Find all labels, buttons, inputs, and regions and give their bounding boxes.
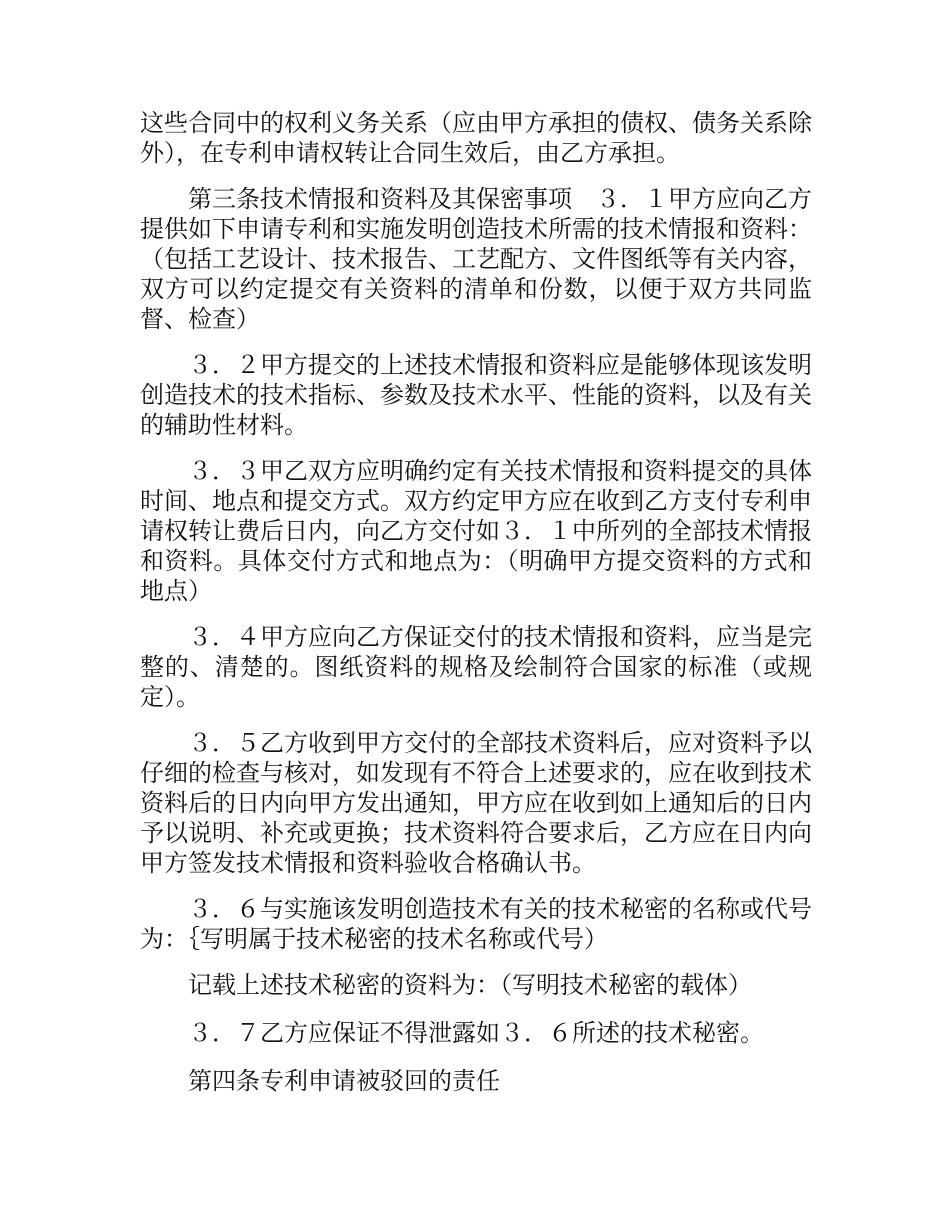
heading-article-4: 第四条专利申请被驳回的责任 [188,1067,500,1095]
paragraph-article-3-1: 第三条技术情报和资料及其保密事项 ３．１甲方应向乙方提供如下申请专利和实施发明创造技术所需的技术情报和资料：（包括工艺设计、技术报告、工艺配方、文件图纸等有关内容，双方可以约定提交有关资料的清单和份数，以便于双方共同监督、检查） [140,185,812,333]
document-body [140,108,812,1114]
paragraph-article-3-4: ３．４甲方应向乙方保证交付的技术情报和资料，应当是完整的、清楚的。图纸资料的规格及绘制符合国家的标准（或规定）。 [140,623,812,711]
paragraph-article-3-2: ３．２甲方提交的上述技术情报和资料应是能够体现该发明创造技术的技术指标、参数及技术水平、性能的资料，以及有关的辅助性材料。 [140,351,812,439]
paragraph-article-3-5: ３．５乙方收到甲方交付的全部技术资料后，应对资料予以仔细的检查与核对，如发现有不符合上述要求的，应在收到技术资料后的日内向甲方发出通知，甲方应在收到如上通知后的日内予以说明、补充或更换；技术资料符合要求后，乙方应在日内向甲方签发技术情报和资料验收合格确认书。 [140,729,812,877]
paragraph-rights-obligations: 这些合同中的权利义务关系（应由甲方承担的债权、债务关系除外），在专利申请权转让合同生效后，由乙方承担。 [140,109,812,167]
paragraph-secret-carrier: 记载上述技术秘密的资料为：（写明技术秘密的载体） [188,971,752,999]
paragraph-article-3-3: ３．３甲乙双方应明确约定有关技术情报和资料提交的具体时间、地点和提交方式。双方约定甲方应在收到乙方支付专利申请权转让费后日内，向乙方交付如３．１中所列的全部技术情报和资料。具体交付方式和地点为：（明确甲方提交资料的方式和地点） [140,457,812,605]
paragraph-article-3-7: ３．７乙方应保证不得泄露如３．６所述的技术秘密。 [188,1019,764,1047]
paragraph-article-3-6: ３．６与实施该发明创造技术有关的技术秘密的名称或代号为：｛写明属于技术秘密的技术名称或代号） [140,895,812,953]
